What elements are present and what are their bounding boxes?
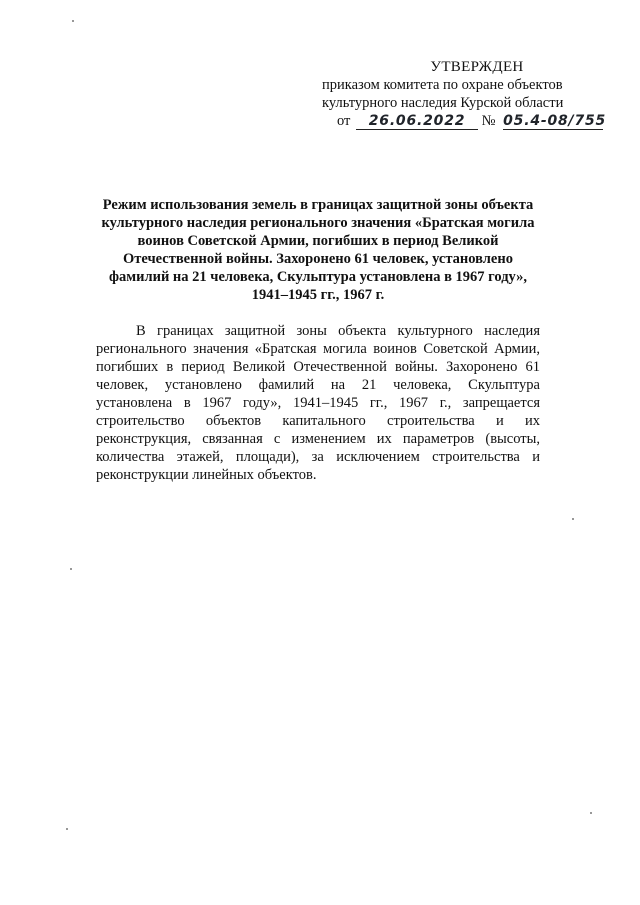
document-heading: Режим использования земель в границах защитной зоны объекта культурного наследия регионального значения «Братская могила воинов Советской Армии, погибших в период Великой Отечественной войны. Захоронено 61 человек, установлено фамилий на 21 человека, Скульптура установлена в 1967 году», 1941–1945 гг., 1967 г.: [101, 197, 535, 303]
scan-speck: [66, 828, 68, 830]
order-details: [337, 113, 607, 130]
scan-speck: [590, 812, 592, 814]
approval-line-2: культурного наследия Курской области: [322, 95, 564, 111]
scan-speck: [572, 518, 574, 520]
handwritten-order-number: 05.4-08/755: [503, 113, 607, 129]
body-paragraph: В границах защитной зоны объекта культурного наследия регионального значения «Братская могила воинов Советской Армии, погибших в период Великой Отечественной войны. Захоронено 61 человек, установлено фамилий на 21 человека, Скульптура установлена в 1967 году», 1941–1945 гг., 1967 г., запрещается строительство объектов капитального строительства и их реконструкция, связанная с изменением их параметров (высоты, количества этажей, площади), за исключением строительства и реконструкции линейных объектов.: [96, 323, 540, 483]
approval-title: УТВЕРЖДЕН: [430, 59, 524, 75]
date-prefix: от: [337, 113, 351, 129]
approval-line-1: приказом комитета по охране объектов: [322, 77, 563, 93]
number-prefix: №: [481, 113, 496, 129]
scan-speck: [72, 20, 74, 22]
approval-block: [322, 58, 592, 112]
scan-speck: [70, 568, 72, 570]
handwritten-date: 26.06.2022: [356, 113, 478, 130]
